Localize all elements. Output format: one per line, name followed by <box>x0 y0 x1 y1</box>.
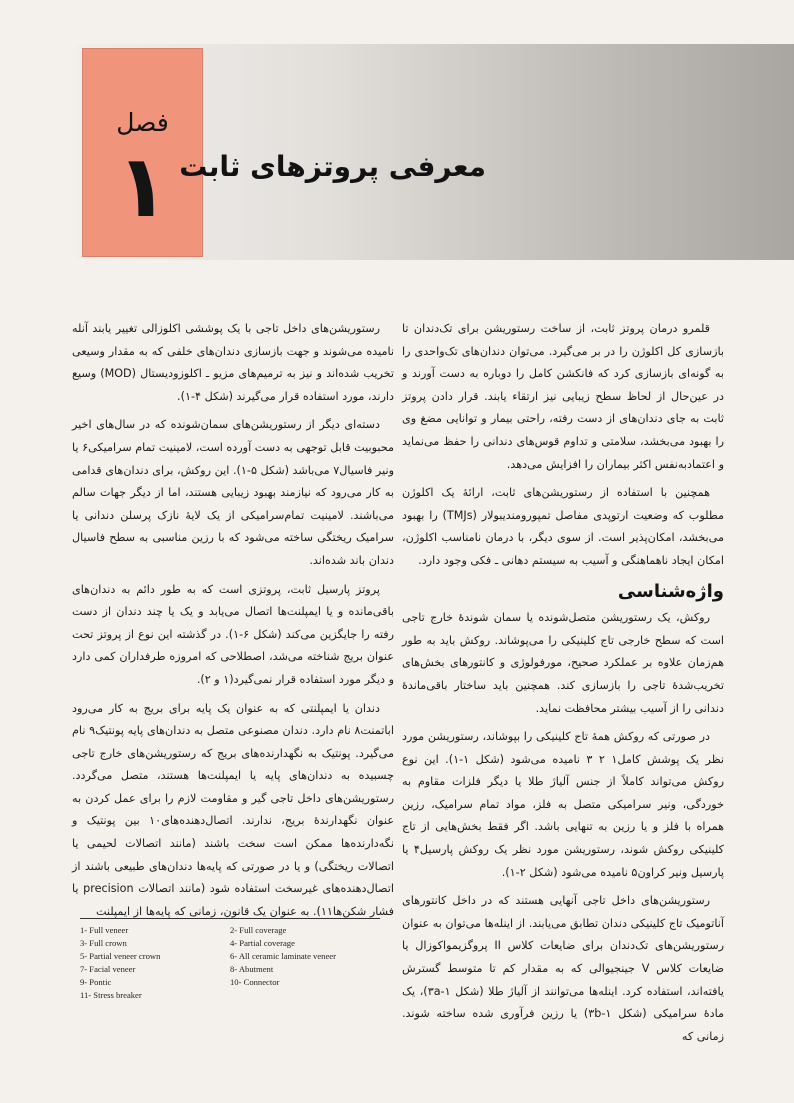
right-column <box>402 318 724 1054</box>
footnote: 3- Full crown <box>80 938 127 948</box>
footnote: 11- Stress breaker <box>80 990 142 1000</box>
footnote: 8- Abutment <box>230 964 274 974</box>
paragraph: دسته‌ای دیگر از رستوریشن‌های سمان‌شونده که در سال‌های اخیر محبوبیت قابل توجهی به دست آورده است، لامینیت تمام سرامیکی۶ یا ونیر فاسیال۷ می‌باشد (شکل ۵-۱). این روکش، برای دندان‌های قدامی به کار می‌رود که نیازمند بهبود زیبایی هستند، اما از دیگر جهات سالم می‌باشند. لامینیت تمام‌سرامیکی از یک لایهٔ نازک پرسلن دندانی یا سرامیک ریختگی ساخته می‌شود که با رزین مناسبی به سطح فاسیال دندان باند شده‌اند. <box>72 418 394 567</box>
paragraph: دندان یا ایمپلنتی که به عنوان یک پایه برای بریج به کار می‌رود اباتمنت۸ نام دارد. دندان مصنوعی متصل به دندان‌های پایه پونتیک۹ نام می‌گیرد. پونتیک به نگهدارنده‌های بریج که رستوریشن‌های خارج تاجی چسبیده به دندان‌های پایه یا ایمپلنت‌ها هستند، متصل می‌گردد. رستوریشن‌های داخل تاجی گیر و مقاومت لازم را برای عمل کردن به عنوان نگهدارندهٔ بریج، ندارند. اتصال‌دهنده‌های۱۰ بین پونتیک و نگه‌دارنده‌ها ممکن است سخت باشند (مانند اتصالات لحیمی یا اتصالات ریختگی) و یا در صورتی که پایه‌ها دندان‌های طبیعی باشند از اتصال‌دهنده‌های غیرسخت استفاده شود (مانند اتصالات precision یا فشار شکن‌ها۱۱). به عنوان یک قانون، زمانی که پایه‌ها از ایمپلنت <box>72 701 394 918</box>
paragraph: همچنین با استفاده از رستوریشن‌های ثابت، ارائهٔ یک اکلوژن مطلوب که وضعیت ارتوپدی مفاصل تمپورومندیبولار (TMJs) را بهبود می‌بخشد، امکان‌پذیر است. از سوی دیگر، با درمان نامناسب اکلوژن، امکان ایجاد ناهماهنگی و آسیب به سیستم دهانی ـ فکی وجود دارد. <box>402 486 724 567</box>
chapter-number: ۱ <box>116 137 169 237</box>
footnote: 2- Full coverage <box>230 925 287 935</box>
chapter-title: معرفی پروتزهای ثابت <box>179 150 486 183</box>
footnotes <box>80 918 380 1000</box>
paragraph: پروتز پارسیل ثابت، پروتزی است که به طور دائم به دندان‌های باقی‌مانده و یا ایمپلنت‌ها اتصال می‌یابد و یک یا چند دندان از دست رفته را جایگزین می‌کند (شکل ۶-۱). در گذشته این نوع از پروتز تحت عنوان بریج شناخته می‌شد، اصطلاحی که امروزه طرفداران کمی دارد و دیگر مورد استفاده قرار نمی‌گیرد(۱ و ۲). <box>72 582 394 686</box>
paragraph: رستوریشن‌های داخل تاجی با یک پوششی اکلوزالی تغییر یابند آنله نامیده می‌شوند و جهت بازسازی دندان‌های خلفی که به مقدار وسیعی تخریب شده‌اند و نیز به ترمیم‌های مزیو ـ اکلوزودیستال (MOD) وسیع دارند، مورد استفاده قرار می‌گیرند (شکل ۴-۱). <box>72 322 394 403</box>
paragraph: در صورتی که روکش همهٔ تاج کلینیکی را بپوشاند، رستوریشن مورد نظر یک پوشش کامل۱ ۲ ۳ نامیده می‌شود (شکل ۱-۱). این نوع روکش می‌تواند کاملاً از جنس آلیاژ طلا یا دیگر فلزات مقاوم به خوردگی، ونیر سرامیکی متصل به فلز، مواد تمام سرامیک، رزین همراه با فلز و یا رزین به تنهایی باشد. اگر فقط بخش‌هایی از تاج کلینیکی روکش شوند، رستوریشن مورد نظر یک روکش پارسیل۴ یا پارسیل ونیر کراون۵ نامیده می‌شود (شکل ۲-۱). <box>402 730 725 879</box>
footnote: 1- Full veneer <box>80 925 129 935</box>
paragraph: روکش، یک رستوریشن متصل‌شونده یا سمان شوندهٔ خارج تاجی است که سطح خارجی تاج کلینیکی را می‌پوشاند. روکش باید به طور هم‌زمان علاوه بر عملکرد صحیح، مورفولوژی و کانتورهای بخش‌های تخریب‌شدهٔ تاجی را بازسازی کند. همچنین باید ساختار باقی‌ماندهٔ دندانی را از آسیب بیشتر محافظت نماید. <box>402 611 724 715</box>
footnote: 7- Facial veneer <box>80 964 136 974</box>
footnote: 5- Partial veneer crown <box>80 951 161 961</box>
chapter-word: فصل <box>116 108 169 137</box>
footnote: 9- Pontic <box>80 977 112 987</box>
footnote: 4- Partial coverage <box>230 938 295 948</box>
left-column <box>72 318 394 929</box>
paragraph: رستوریشن‌های داخل تاجی آنهایی هستند که در داخل کانتورهای آناتومیک تاج کلینیکی دندان تطابق می‌یابند. از اینله‌ها می‌توان به عنوان رستوریشن‌های تک‌دندان برای ضایعات کلاس II پروگزیمواکوزال یا ضایعات کلاس V جینجیوالی که به مقدار کم تا متوسط گسترش یافته‌اند، استفاده کرد. اینله‌ها می‌توانند از آلیاژ طلا (شکل ۳a-۱)، یک مادهٔ سرامیکی (شکل ۳b-۱) یا رزین فرآوری شده ساخته شوند. زمانی که <box>402 894 724 1043</box>
section-title: واژه‌شناسی <box>617 580 724 602</box>
paragraph: قلمرو درمان پروتز ثابت، از ساخت رستوریشن برای تک‌دندان تا بازسازی کل اکلوژن را در بر می‌گیرد. می‌توان دندان‌های تک‌واحدی را به گونه‌ای بازسازی کرد که فانکشن کامل را دوباره به دست آورند و در عین‌حال از لحاظ سطح زیبایی نیز ارتقاء یابند. قرار دادن پروتز ثابت به جای دندان‌های از دست رفته، راحتی بیمار و توانایی مضغ وی را بهبود می‌بخشد، سلامتی و تداوم قوس‌های دندانی را حفظ می‌نماید و اعتمادبه‌نفس اکثر بیماران را افزایش می‌دهد. <box>402 322 724 471</box>
footnote: 10- Connector <box>230 977 280 987</box>
footnote: 6- All ceramic laminate veneer <box>230 951 336 961</box>
